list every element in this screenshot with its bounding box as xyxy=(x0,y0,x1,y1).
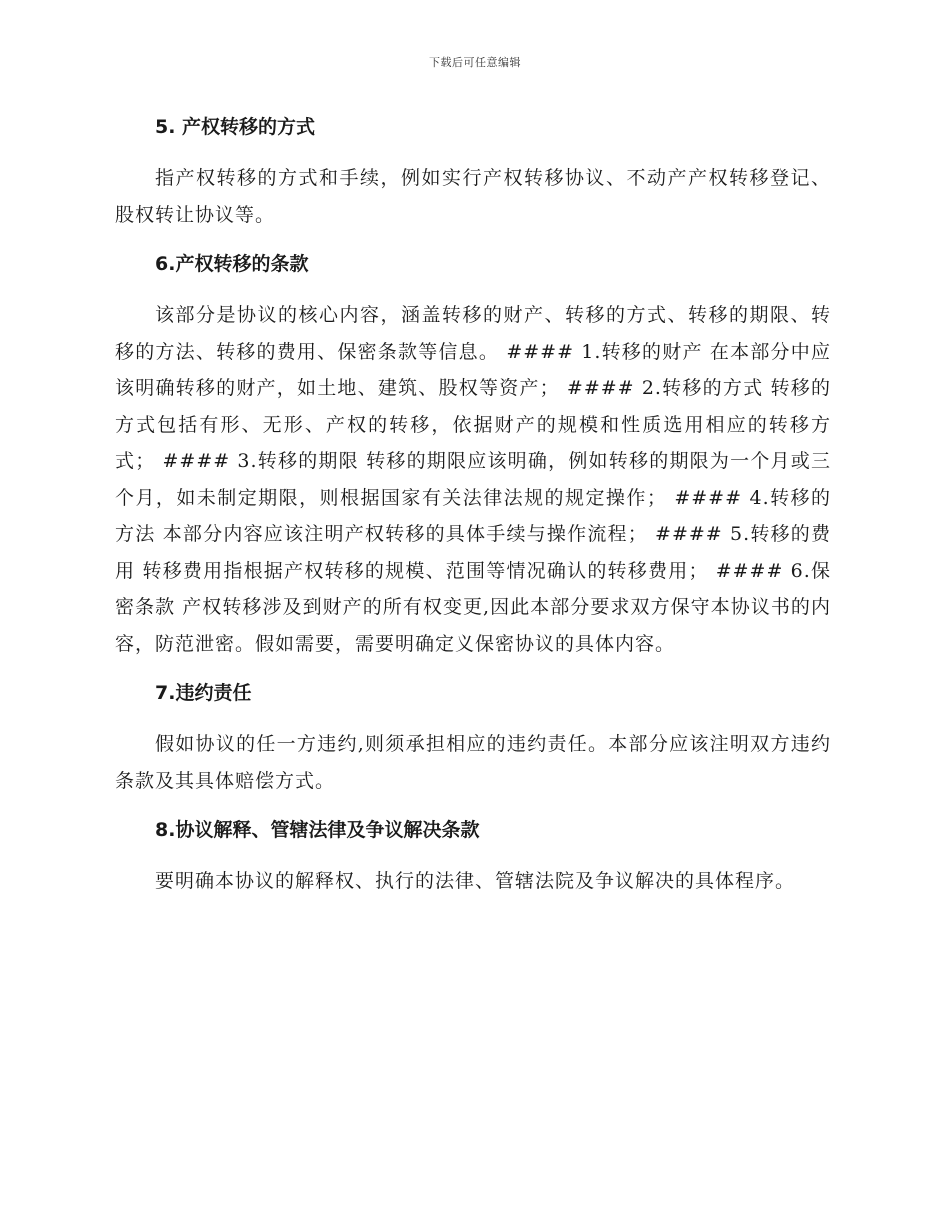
section-7 xyxy=(115,678,831,799)
section-paragraph: 假如协议的任一方违约,则须承担相应的违约责任。本部分应该注明双方违约条款及其具体赔偿方式。 xyxy=(115,733,831,792)
section-paragraph: 要明确本协议的解释权、执行的法律、管辖法院及争议解决的具体程序。 xyxy=(155,870,796,892)
section-heading: 7.违约责任 xyxy=(155,682,252,704)
section-heading: 6.产权转移的条款 xyxy=(155,253,309,275)
section-6 xyxy=(115,249,831,662)
page-header-note: 下载后可任意编辑 xyxy=(429,56,521,69)
section-heading: 8.协议解释、管辖法律及争议解决条款 xyxy=(155,819,480,841)
section-paragraph: 该部分是协议的核心内容，涵盖转移的财产、转移的方式、转移的期限、转移的方法、转移的费用、保密条款等信息。 #### 1.转移的财产 在本部分中应该明确转移的财产，如土地、建筑、股权等资产； #### 2.转移的方式 转移的方式包括有形、无形、产权的转移，依据财产的规模和性质选用相应的转移方式； #### 3.转移的期限 转移的期限应该明确，例如转移的期限为一个月或三个月，如未制定期限，则根据国家有关法律法规的规定操作； #### 4.转移的方法 本部分内容应该注明产权转移的具体手续与操作流程； #### 5.转移的费用 转移费用指根据产权转移的规模、范围等情况确认的转移费用； #### 6.保密条款 产权转移涉及到财产的所有权变更,因此本部分要求双方保守本协议书的内容，防范泄密。假如需要，需要明确定义保密协议的具体内容。 xyxy=(115,304,831,655)
document-body xyxy=(115,112,831,916)
section-paragraph: 指产权转移的方式和手续，例如实行产权转移协议、不动产产权转移登记、股权转让协议等。 xyxy=(115,167,831,226)
section-8 xyxy=(115,815,831,900)
section-5 xyxy=(115,112,831,233)
section-heading: 5. 产权转移的方式 xyxy=(155,116,316,138)
